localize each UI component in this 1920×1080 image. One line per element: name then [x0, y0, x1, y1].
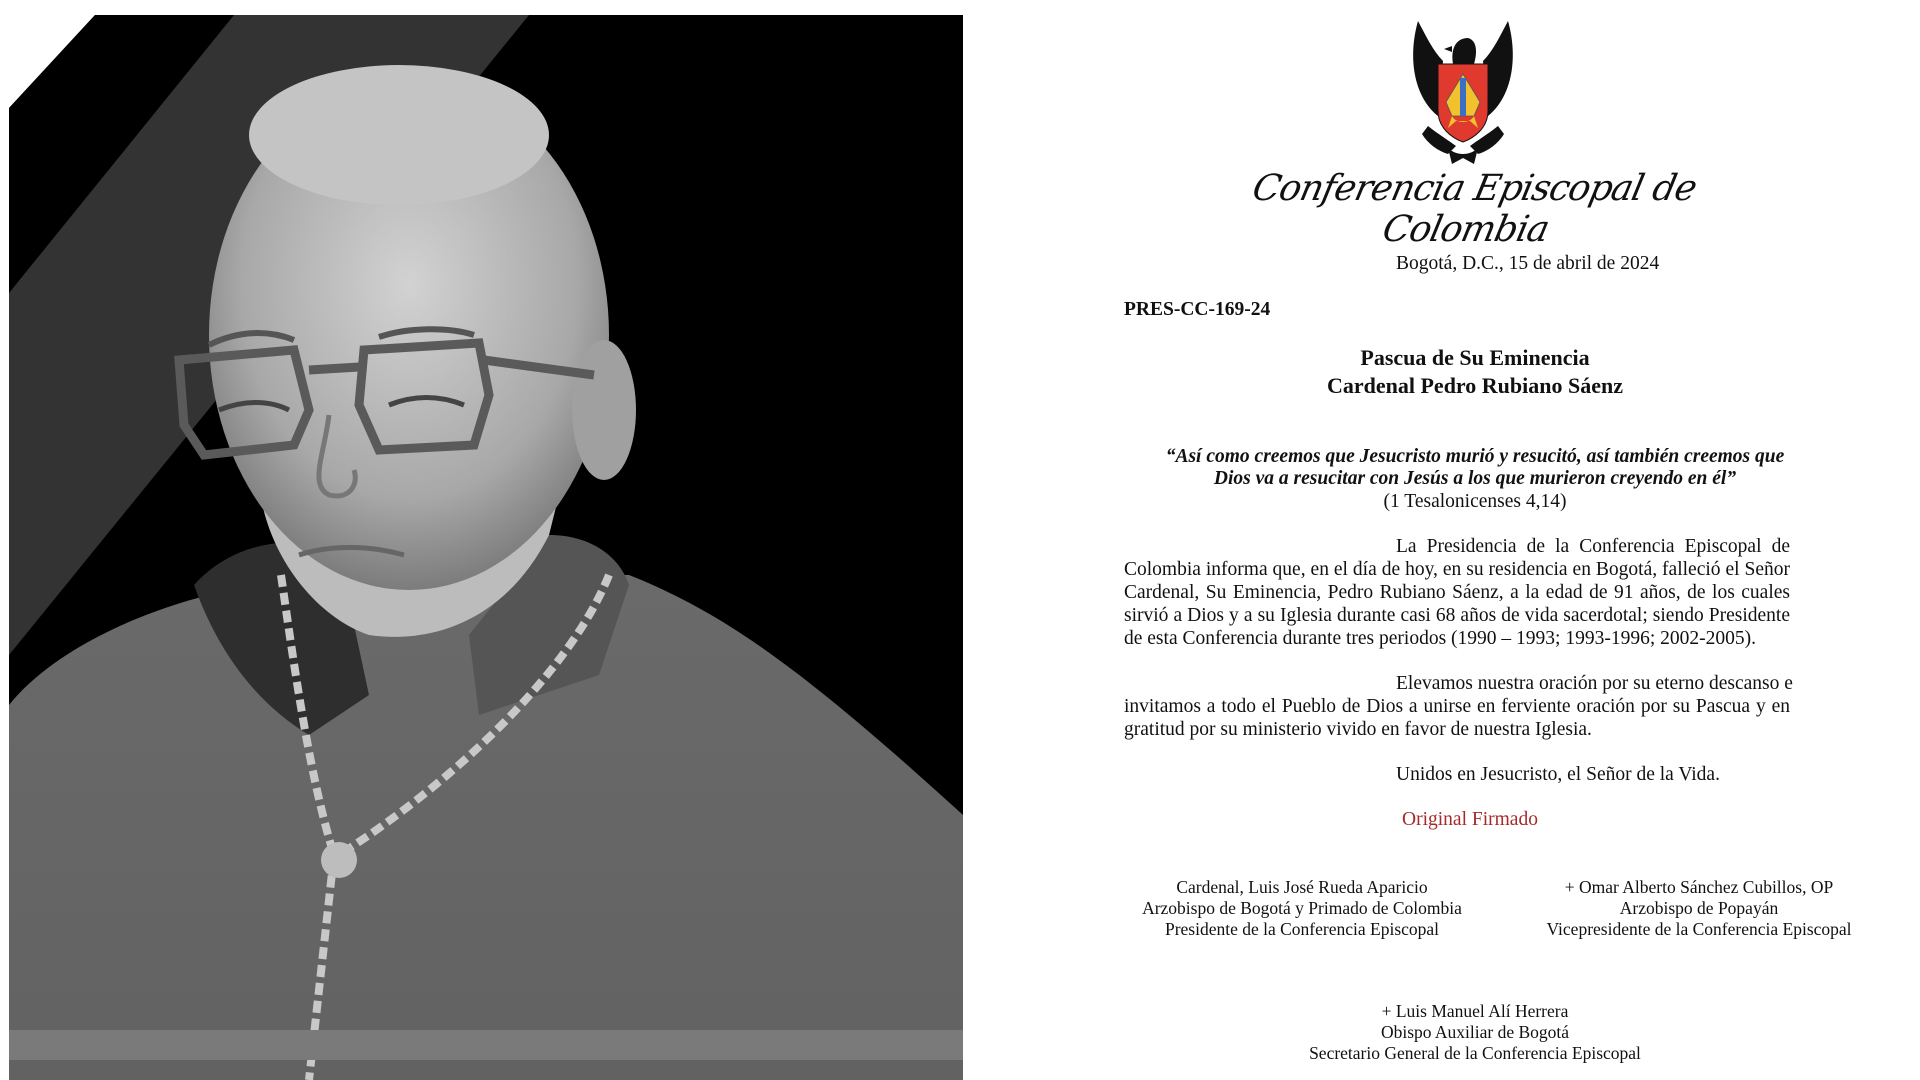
bible-quote-line-1 [1075, 446, 1875, 468]
signatory-role: Obispo Auxiliar de Bogotá [1380, 1022, 1570, 1042]
bible-citation: (1 Tesalonicenses 4,14) [1383, 491, 1567, 512]
quote-bold-part: así también creemos que [1586, 446, 1785, 467]
signatory-secretary-general [1275, 1001, 1675, 1064]
signatory-role: Vicepresidente de la Conferencia Episcopal [1546, 919, 1852, 939]
signatory-name: Cardenal, Luis José Rueda Aparicio [1176, 877, 1428, 897]
quote-regular-part: “Así como creemos que Jesucristo murió y resucitó, [1165, 446, 1587, 467]
signatory-role: Arzobispo de Bogotá y Primado de Colombia [1142, 898, 1462, 918]
portrait-illustration [9, 15, 963, 1080]
signatory-vicepresident [1499, 877, 1899, 940]
reference-code: PRES-CC-169-24 [1124, 299, 1271, 320]
signatory-name: + Luis Manuel Alí Herrera [1381, 1001, 1569, 1021]
original-signed-note: Original Firmado [1402, 809, 1538, 830]
paragraph1-line: Colombia informa que, en el día de hoy, en su residencia en Bogotá, falleció el Señor [1124, 559, 1790, 580]
paragraph1-line: La Presidencia de la Conferencia Episcopal de [1396, 536, 1790, 557]
signatory-role: Presidente de la Conferencia Episcopal [1164, 919, 1440, 939]
signatory-president [1102, 877, 1502, 940]
paragraph2-line: Elevamos nuestra oración por su eterno descanso e [1396, 673, 1793, 694]
closing-line: Unidos en Jesucristo, el Señor de la Vida. [1396, 764, 1720, 785]
paragraph2-line: invitamos a todo el Pueblo de Dios a unirse en ferviente oración por su Pascua y en [1124, 696, 1790, 717]
paragraph1-line: Cardenal, Su Eminencia, Pedro Rubiano Sáenz, a la edad de 91 años, de los cuales [1124, 582, 1790, 603]
organization-script-title: Conferencia Episcopal de Colombia [1248, 168, 1700, 250]
signatory-role: Arzobispo de Popayán [1619, 898, 1779, 918]
title-line-1: Pascua de Su Eminencia [1360, 345, 1590, 370]
paragraph1-line: sirvió a Dios y a su Iglesia durante casi 68 años de vida sacerdotal; siendo Presidente [1124, 605, 1790, 626]
paragraph2-line: gratitud por su ministerio vivido en favor de nuestra Iglesia. [1124, 719, 1592, 740]
bible-quote-line-2: Dios va a resucitar con Jesús a los que murieron creyendo en él” [1213, 468, 1737, 489]
episcopal-coat-of-arms-logo [1408, 16, 1518, 166]
title-line-2: Cardenal Pedro Rubiano Sáenz [1326, 373, 1623, 398]
signatory-name: + Omar Alberto Sánchez Cubillos, OP [1564, 877, 1834, 897]
date-line: Bogotá, D.C., 15 de abril de 2024 [1396, 253, 1660, 274]
paragraph1-line: de esta Conferencia durante tres periodos (1990 – 1993; 1993-1996; 2002-2005). [1124, 628, 1756, 649]
signatory-role: Secretario General de la Conferencia Episcopal [1309, 1043, 1641, 1063]
cardinal-portrait-photo [9, 15, 963, 1080]
